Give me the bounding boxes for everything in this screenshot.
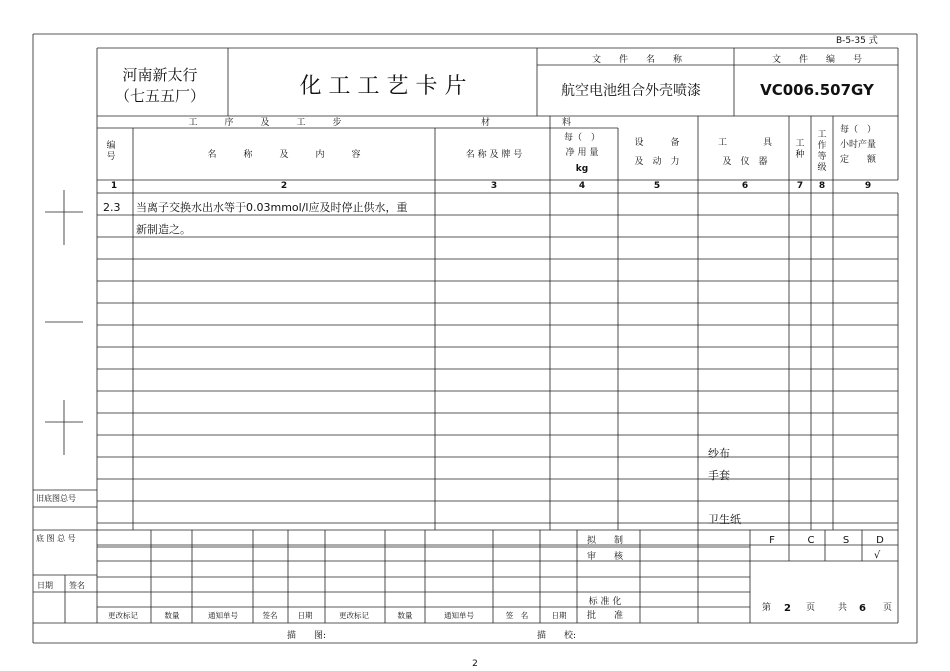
quantity-label-2: 数量 [397,611,413,620]
material-group-header: 材 料 [480,118,572,128]
index-3: 3 [490,181,498,191]
date-label: 日期 [37,581,53,590]
col-quota-header-1: 每（ ） [840,125,877,135]
quantity-label-1: 数量 [164,611,180,620]
tool-tissue: 卫生纸 [708,513,741,526]
old-base-drawing-no-label: 旧底图总号 [36,494,76,503]
col-usage-header-2: 净 用 量 [565,148,599,158]
index-4: 4 [578,181,586,191]
grade-c: C [807,535,815,546]
doc-no-label: 文 件 编 号 [771,55,863,65]
col-tool-header-1: 工 具 [717,138,773,148]
col-worktype-header: 工种 [795,139,805,160]
doc-no-value: VC006.507GY [760,81,874,99]
signature-label-1: 签名 [262,611,278,620]
review-label: 审 核 [586,552,624,562]
page-current: 2 [784,603,791,614]
page-number: 2 [472,659,478,669]
change-mark-label-1: 更改标记 [108,611,138,620]
change-mark-label-2: 更改标记 [339,611,369,620]
col-usage-header-1: 每（ ） [563,133,601,143]
doc-name-value: 航空电池组合外壳喷漆 [561,83,701,99]
approve-label: 批 准 [586,611,624,621]
company-name: 河南新太行 [122,66,198,84]
index-6: 6 [741,181,749,191]
standardization-label: 标 准 化 [588,597,622,607]
grade-d-checkmark: √ [873,550,881,561]
notice-no-label-1: 通知单号 [208,611,238,620]
index-9: 9 [864,181,872,191]
col-grade-header: 工作等级 [817,130,827,173]
process-group-header: 工 序 及 工 步 [188,118,342,128]
grade-d: D [876,535,884,546]
col-usage-header-3: kg [575,164,589,174]
grade-f: F [769,535,775,546]
page-total: 6 [859,603,866,614]
index-2: 2 [280,181,288,191]
draft-label: 拟 制 [586,536,624,546]
signature-label-2: 签 名 [505,611,529,620]
page-prefix: 第 [762,603,772,613]
col-num-header: 编号 [106,141,116,162]
index-8: 8 [818,181,826,191]
date-label-1: 日期 [297,611,313,620]
col-quota-header-2: 小时产量 [840,140,877,150]
notice-no-label-2: 通知单号 [444,611,474,620]
sign-label: 签名 [69,581,85,590]
page-suffix: 页 [883,603,893,613]
row-2-content: 新制造之。 [136,223,191,236]
col-tool-header-2: 及 仪 器 [722,157,768,167]
checked-by-label: 描 校: [537,631,577,641]
index-1: 1 [110,181,118,191]
col-material-header: 名 称 及 牌 号 [465,150,523,160]
index-5: 5 [653,181,661,191]
index-7: 7 [796,181,804,191]
page-mid: 页 [806,603,816,613]
base-drawing-no-label: 底 图 总 号 [36,534,76,543]
col-equip-header-1: 设 备 [634,138,680,148]
card-title: 化 工 工 艺 卡 片 [299,74,467,99]
doc-name-label: 文 件 名 称 [591,55,683,65]
grade-s: S [842,535,850,546]
form-code: B-5-35 式 [836,36,878,46]
company-plant: （七五五厂） [114,87,206,105]
row-1-num: 2.3 [103,201,121,214]
date-label-2: 日期 [551,611,567,620]
col-equip-header-2: 及 动 力 [634,157,680,167]
tool-gloves: 手套 [708,469,730,482]
row-1-content: 当离子交换水出水等于0.03mmol/l应及时停止供水，重 [136,201,408,214]
page-of: 共 [838,603,848,613]
drawn-by-label: 描 图: [287,631,327,641]
col-quota-header-3: 定 额 [840,155,877,165]
tool-gauze: 纱布 [708,447,730,460]
col-content-header: 名 称 及 内 容 [207,150,361,160]
